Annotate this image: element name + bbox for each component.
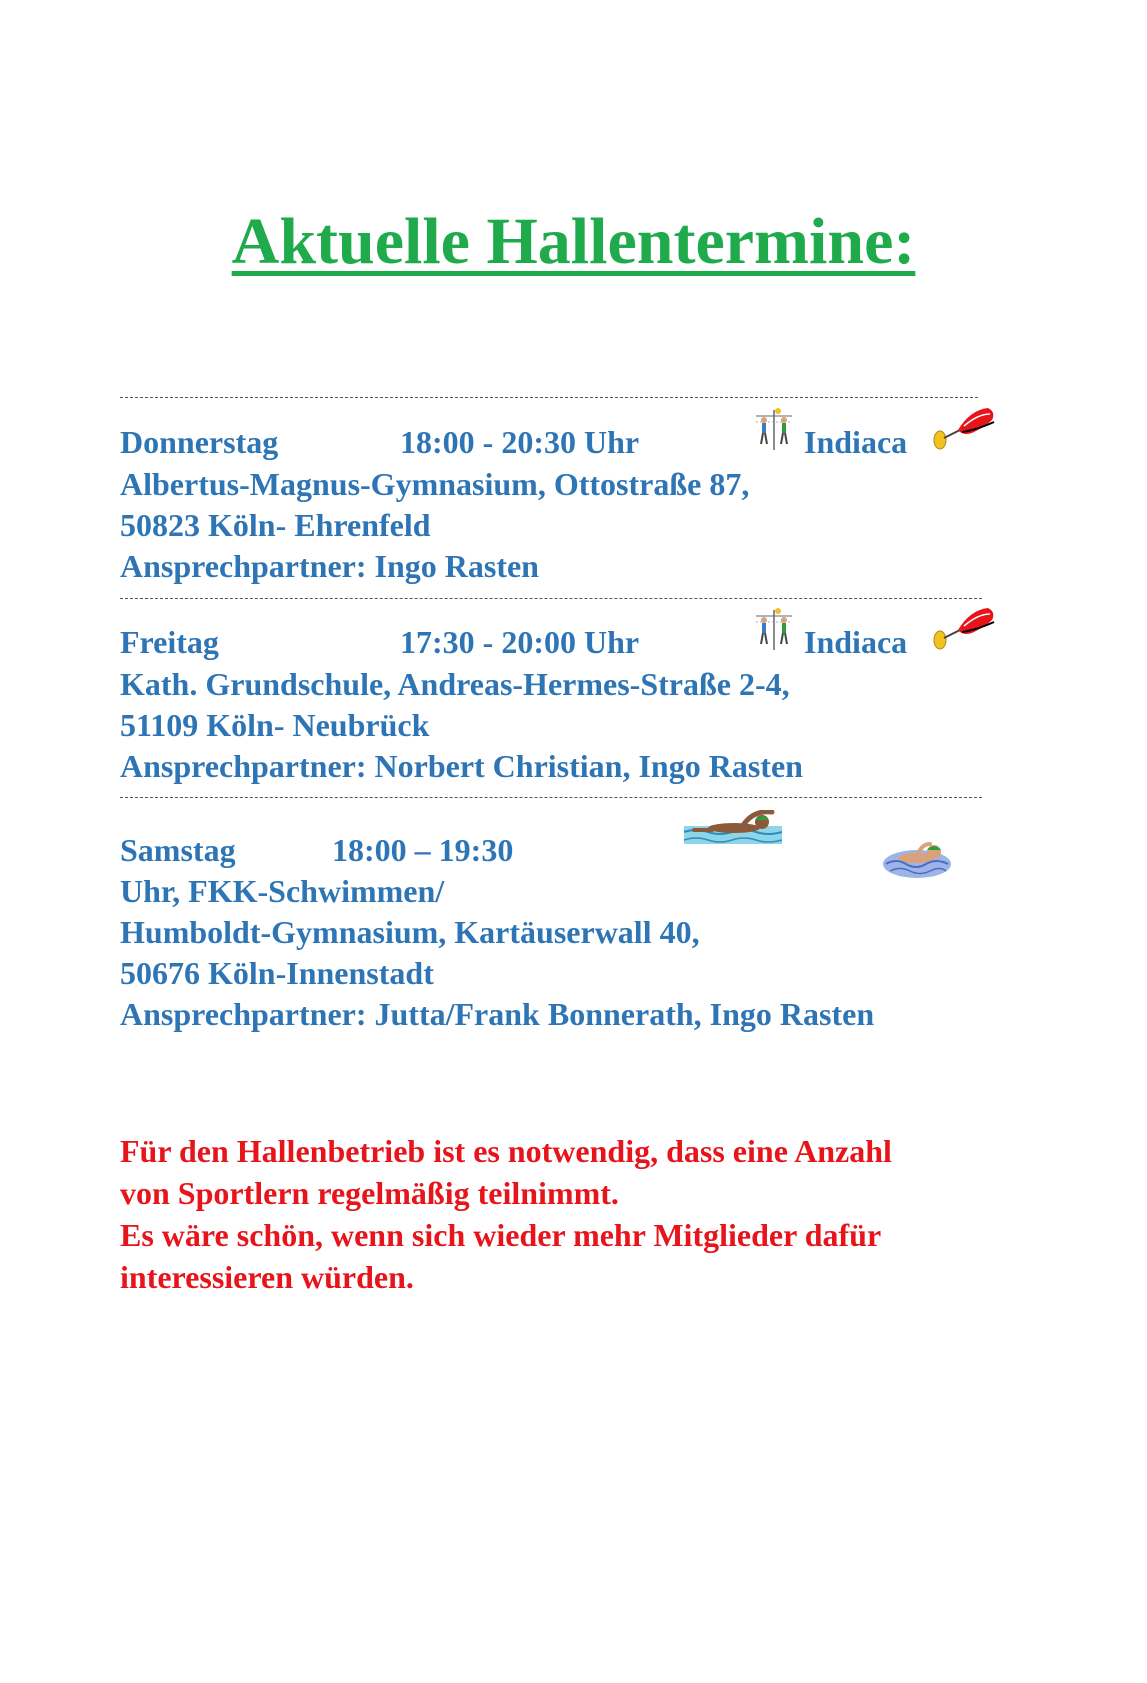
entry-activity: Indiaca — [804, 624, 908, 660]
entry-contact: Ansprechpartner: Jutta/Frank Bonnerath, Ingo Rasten — [120, 996, 875, 1032]
entry-contact: Ansprechpartner: Norbert Christian, Ingo Rasten — [120, 748, 803, 784]
entry-time: 17:30 - 20:00 Uhr — [400, 624, 640, 660]
volleyball-players-icon — [754, 606, 794, 650]
entry-address-line1: Albertus-Magnus-Gymnasium, Ottostraße 87, — [120, 466, 750, 502]
notice-line: Für den Hallenbetrieb ist es notwendig, dass eine Anzahl — [120, 1133, 892, 1169]
swimmer-icon — [882, 838, 952, 880]
page-title: Aktuelle Hallentermine: — [231, 205, 916, 278]
entry-line2: Uhr, FKK-Schwimmen/ — [120, 873, 445, 909]
indiaca-shuttle-icon — [930, 604, 1000, 654]
entry-activity: Indiaca — [804, 424, 908, 460]
divider — [120, 397, 978, 398]
entry-time: 18:00 - 20:30 Uhr — [400, 424, 640, 460]
entry-time: 18:00 – 19:30 — [332, 832, 514, 868]
swimmer-icon — [684, 810, 782, 850]
entry-contact: Ansprechpartner: Ingo Rasten — [120, 548, 539, 584]
entry-address-line1: Humboldt-Gymnasium, Kartäuserwall 40, — [120, 914, 700, 950]
divider — [120, 797, 982, 798]
divider — [120, 598, 982, 599]
entry-address-line2: 50823 Köln- Ehrenfeld — [120, 507, 431, 543]
notice-line: Es wäre schön, wenn sich wieder mehr Mitglieder dafür — [120, 1217, 882, 1253]
entry-day: Donnerstag — [120, 424, 279, 460]
indiaca-shuttle-icon — [930, 404, 1000, 454]
notice-line: interessieren würden. — [120, 1259, 414, 1295]
entry-address-line2: 50676 Köln-Innenstadt — [120, 955, 434, 991]
entry-address-line1: Kath. Grundschule, Andreas-Hermes-Straße 2-4, — [120, 666, 790, 702]
volleyball-players-icon — [754, 406, 794, 450]
entry-day: Samstag — [120, 832, 236, 868]
entry-day: Freitag — [120, 624, 219, 660]
entry-address-line2: 51109 Köln- Neubrück — [120, 707, 430, 743]
notice-line: von Sportlern regelmäßig teilnimmt. — [120, 1175, 619, 1211]
